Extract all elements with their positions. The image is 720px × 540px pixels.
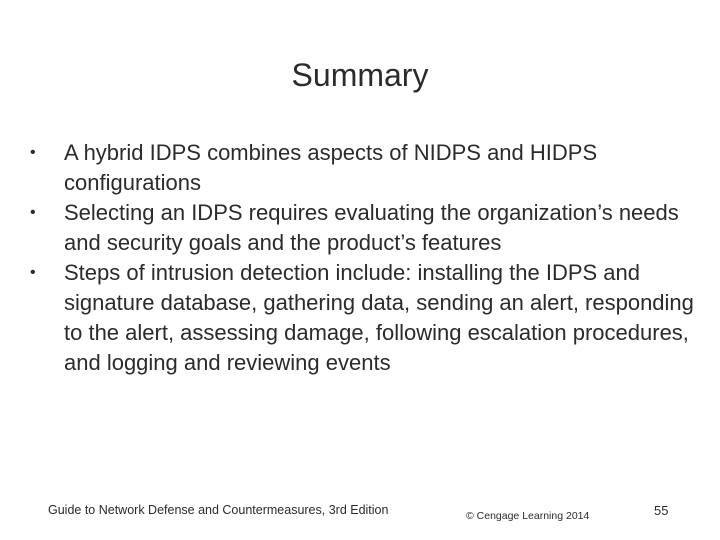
bullet-text: A hybrid IDPS combines aspects of NIDPS and HIDPS configurations bbox=[64, 140, 598, 195]
slide-title bbox=[0, 55, 720, 95]
bullet-list bbox=[30, 138, 700, 378]
bullet-item bbox=[30, 198, 700, 258]
footer-page-number: 55 bbox=[654, 503, 669, 518]
bullet-text: Steps of intrusion detection include: installing the IDPS and signature database, gathering data, sending an alert, responding to the alert, assessing damage, following escalation procedures, and logging and reviewing events bbox=[64, 260, 694, 375]
slide-title-text: Summary bbox=[291, 57, 429, 93]
bullet-icon: • bbox=[30, 144, 36, 161]
bullet-item bbox=[30, 258, 700, 378]
bullet-icon: • bbox=[30, 204, 36, 221]
footer-copyright: © Cengage Learning 2014 bbox=[466, 510, 590, 522]
bullet-icon: • bbox=[30, 264, 36, 281]
bullet-text: Selecting an IDPS requires evaluating the organization’s needs and security goals and the product’s features bbox=[64, 200, 679, 255]
footer-book-title: Guide to Network Defense and Countermeasures, 3rd Edition bbox=[48, 503, 389, 517]
bullet-item bbox=[30, 138, 700, 198]
